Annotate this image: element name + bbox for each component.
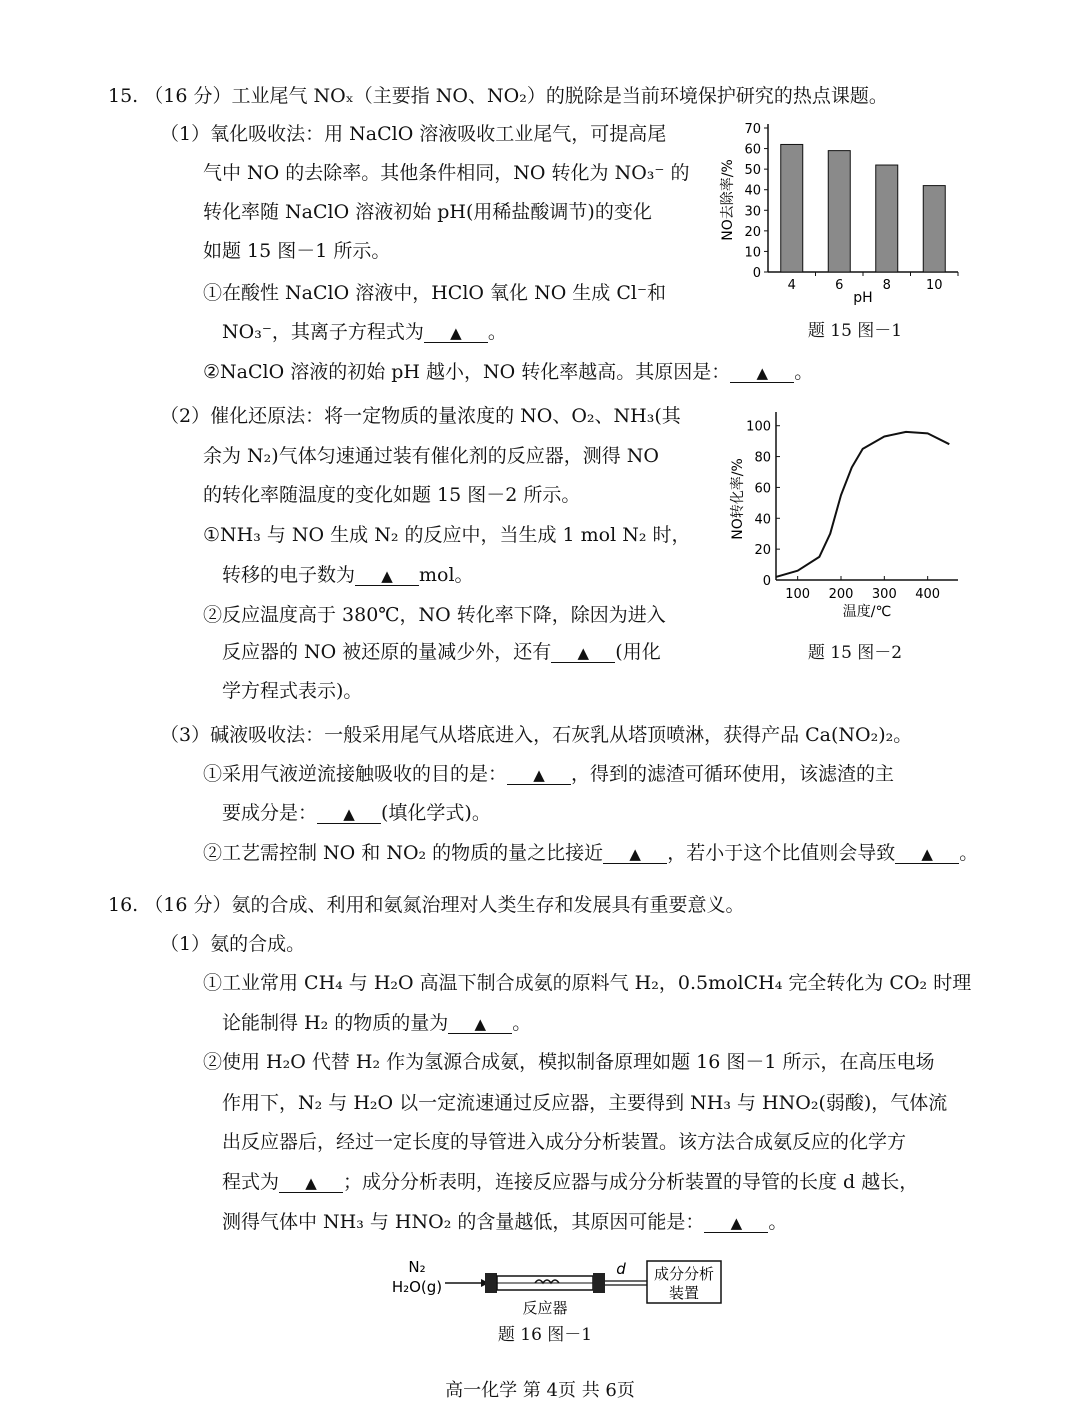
left-electrode <box>485 1273 497 1293</box>
x-axis-label: 温度/℃ <box>842 604 892 620</box>
q15-p2-sub1b: 转移的电子数为 ▲ mol。 <box>222 564 474 586</box>
y-tick-label: 50 <box>744 163 761 179</box>
x-tick-label: 4 <box>787 278 796 293</box>
y-tick-label: 0 <box>762 574 771 589</box>
q16-s1a: ①工业常用 CH₄ 与 H₂O 高温下制合成氨的原料气 H₂，0.5molCH₄ 完全转化为 CO₂ 时理 <box>203 972 972 994</box>
answer-blank: ▲ <box>603 845 667 864</box>
input-n2-label: N₂ <box>408 1258 426 1276</box>
y-tick-label: 40 <box>744 183 761 199</box>
fig16-1-caption: 题 16 图－1 <box>497 1325 593 1345</box>
q15-p3-sub1b: 要成分是： ▲ (填化学式)。 <box>222 802 491 824</box>
fig15-1-bar-chart <box>710 112 980 317</box>
q16-s2d: 程式为 ▲ ；成分分析表明，连接反应器与成分分析装置的导管的长度 d 越长， <box>222 1171 919 1193</box>
q16-s2a: ②使用 H₂O 代替 H₂ 作为氢源合成氨，模拟制备原理如题 16 图－1 所示，在高压电场 <box>203 1051 935 1073</box>
analyzer-label-2: 装置 <box>668 1284 700 1302</box>
y-tick-label: 70 <box>744 122 761 137</box>
q15-p2-sub2a: ②反应温度高于 380℃，NO 转化率下降，除因为进入 <box>203 604 666 626</box>
x-tick-label: 200 <box>828 587 854 602</box>
page-footer: 高一化学 第 4页 共 6页 <box>445 1380 635 1401</box>
x-tick-label: 10 <box>925 278 943 293</box>
x-tick-label: 400 <box>915 587 941 602</box>
q15-p1-sub1b: NO₃⁻，其离子方程式为 ▲ 。 <box>222 321 507 343</box>
q16-s2e: 测得气体中 NH₃ 与 HNO₂ 的含量越低，其原因可能是： ▲ 。 <box>222 1211 788 1233</box>
answer-blank: ▲ <box>551 644 615 663</box>
analyzer-label-1: 成分分析 <box>653 1265 715 1283</box>
answer-blank: ▲ <box>424 324 488 343</box>
answer-blank: ▲ <box>730 364 794 383</box>
q15-p2-line2: 余为 N₂)气体匀速通过装有催化剂的反应器，测得 NO <box>203 445 659 467</box>
q15-p1-line2: 气中 NO 的去除率。其他条件相同，NO 转化为 NO₃⁻ 的 <box>203 162 690 184</box>
answer-blank: ▲ <box>355 567 419 586</box>
y-tick-label: 0 <box>752 266 761 281</box>
y-tick-label: 20 <box>754 543 771 559</box>
y-tick-label: 100 <box>746 419 771 435</box>
y-tick-label: 10 <box>744 245 761 261</box>
q15-p1-line3: 转化率随 NaClO 溶液初始 pH(用稀盐酸调节)的变化 <box>203 201 652 223</box>
y-axis-label: NO转化率/% <box>730 458 746 540</box>
x-tick-label: 6 <box>835 278 844 293</box>
bar <box>781 144 803 272</box>
q15-p1-line1: （1）氧化吸收法：用 NaClO 溶液吸收工业尾气，可提高尾 <box>160 123 667 145</box>
q15-p1-sub2: ②NaClO 溶液的初始 pH 越小，NO 转化率越高。其原因是： ▲ 。 <box>203 361 814 383</box>
fig15-2-line-chart <box>720 402 980 634</box>
q15-p2-line3: 的转化率随温度的变化如题 15 图－2 所示。 <box>203 484 581 506</box>
q15-p2-sub2c: 学方程式表示)。 <box>222 680 363 702</box>
q15-p2-sub2b: 反应器的 NO 被还原的量减少外，还有 ▲ (用化 <box>222 641 661 663</box>
q16-p1: （1）氨的合成。 <box>160 933 306 955</box>
x-tick-label: 8 <box>882 278 891 293</box>
answer-blank: ▲ <box>895 845 959 864</box>
answer-blank: ▲ <box>448 1015 512 1034</box>
answer-blank: ▲ <box>704 1214 768 1233</box>
x-tick-label: 300 <box>871 587 897 602</box>
right-electrode <box>593 1273 605 1293</box>
bar <box>876 165 898 272</box>
q15-p2-sub1a: ①NH₃ 与 NO 生成 N₂ 的反应中，当生成 1 mol N₂ 时， <box>203 524 691 546</box>
fig16-1-apparatus <box>385 1255 735 1320</box>
q15-p1-sub1a: ①在酸性 NaClO 溶液中，HClO 氧化 NO 生成 Cl⁻和 <box>203 282 666 304</box>
y-tick-label: 60 <box>754 481 771 497</box>
q15-p3-sub2: ②工艺需控制 NO 和 NO₂ 的物质的量之比接近 ▲ ，若小于这个比值则会导致 ▲ 。 <box>203 842 979 864</box>
q16-heading: 16. （16 分）氨的合成、利用和氨氮治理对人类生存和发展具有重要意义。 <box>108 894 745 916</box>
bar <box>923 186 945 272</box>
fig15-1-caption: 题 15 图－1 <box>807 321 903 341</box>
q15-p3-sub1a: ①采用气液逆流接触吸收的目的是： ▲ ，得到的滤渣可循环使用，该滤渣的主 <box>203 763 895 785</box>
answer-blank: ▲ <box>507 766 571 785</box>
y-tick-label: 40 <box>754 512 771 528</box>
input-h2o-label: H₂O(g) <box>391 1278 443 1296</box>
answer-blank: ▲ <box>279 1174 343 1193</box>
y-tick-label: 20 <box>744 224 761 240</box>
answer-blank: ▲ <box>317 805 381 824</box>
q15-p1-line4: 如题 15 图－1 所示。 <box>203 240 391 262</box>
q15-p3: （3）碱液吸收法：一般采用尾气从塔底进入，石灰乳从塔顶喷淋，获得产品 Ca(NO₂)₂。 <box>160 724 913 746</box>
reactor-label: 反应器 <box>522 1299 568 1317</box>
bar <box>828 151 850 272</box>
x-tick-label: 100 <box>785 587 811 602</box>
y-tick-label: 60 <box>744 142 761 158</box>
q16-s1b: 论能制得 H₂ 的物质的量为 ▲ 。 <box>222 1012 532 1034</box>
y-tick-label: 30 <box>744 204 761 220</box>
x-axis-label: pH <box>853 290 873 306</box>
q15-p2-line1: （2）催化还原法：将一定物质的量浓度的 NO、O₂、NH₃(其 <box>160 405 681 427</box>
y-tick-label: 80 <box>754 450 771 466</box>
fig15-2-caption: 题 15 图－2 <box>807 643 903 663</box>
q15-heading: 15. （16 分）工业尾气 NOₓ（主要指 NO、NO₂）的脱除是当前环境保护研究的热点课题。 <box>108 85 888 107</box>
y-axis-label: NO去除率/% <box>720 159 736 241</box>
q16-s2b: 作用下，N₂ 与 H₂O 以一定流速通过反应器，主要得到 NH₃ 与 HNO₂(弱酸)，气体流 <box>222 1092 948 1114</box>
conversion-curve <box>776 432 949 577</box>
q16-s2c: 出反应器后，经过一定长度的导管进入成分分析装置。该方法合成氨反应的化学方 <box>222 1131 907 1153</box>
pipe-length-label: d <box>616 1260 626 1278</box>
